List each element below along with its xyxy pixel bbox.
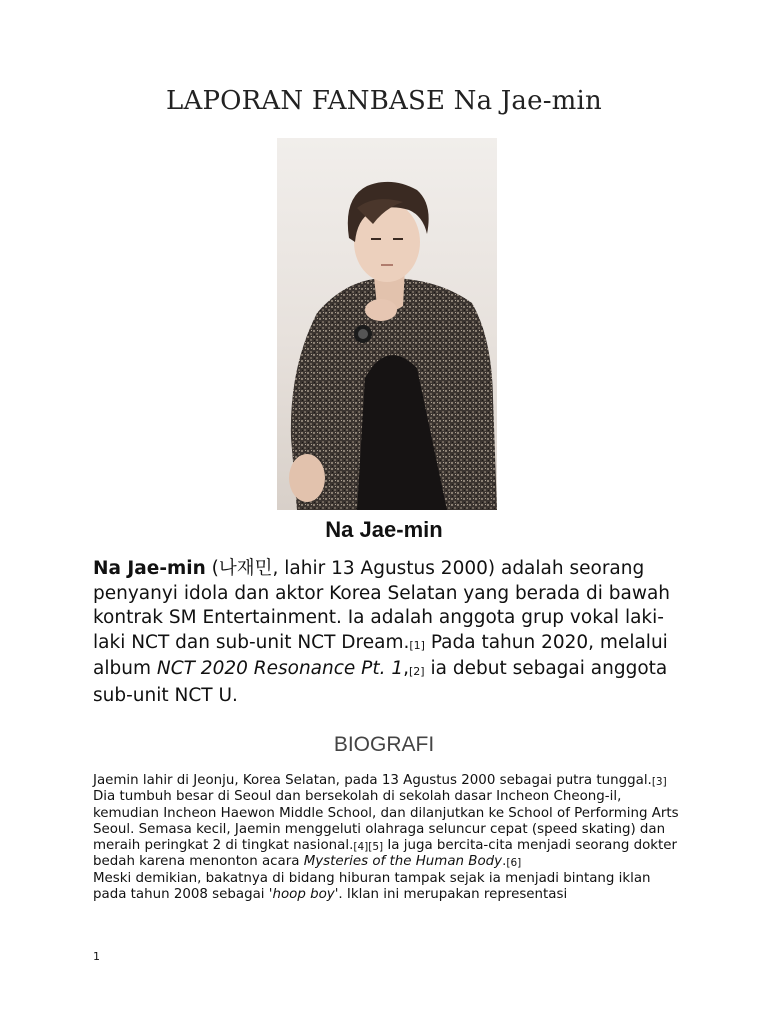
document-title: LAPORAN FANBASE Na Jae-min (166, 86, 602, 116)
bio-text: . (502, 854, 507, 870)
photo-caption: Na Jae-min (325, 517, 443, 542)
portrait-photo (277, 138, 497, 510)
intro-text: Pada tahun 2020, melalui album (93, 631, 668, 679)
reference-link[interactable]: [6] (506, 856, 522, 869)
album-title: NCT 2020 Resonance Pt. 1 (156, 658, 404, 679)
bio-text: Dia tumbuh besar di Seoul dan bersekolah di sekolah dasar Incheon Cheong-il, kemudian Incheon Haewon Middle School, dan dilanjutkan ke School of Performing Arts Seoul. Semasa kecil, Jaemin menggeluti olahraga seluncur cepat (speed skating) dan meraih peringkat 2 di tingkat nasional. (93, 789, 679, 854)
reference-link[interactable]: [4] (353, 840, 369, 853)
bio-text: Ia juga bercita-cita menjadi seorang dokter bedah karena menonton acara (93, 838, 678, 870)
reference-link[interactable]: [5] (368, 840, 384, 853)
bio-text: Meski demikian, bakatnya di bidang hiburan tampak sejak ia menjadi bintang iklan pada tahun 2008 sebagai ' (93, 870, 651, 903)
bio-text: Jaemin lahir di Jeonju, Korea Selatan, pada 13 Agustus 2000 sebagai putra tunggal. (93, 773, 652, 788)
reference-link[interactable]: [1] (409, 638, 425, 652)
hangul-name: 나재민 (218, 558, 273, 579)
bio-paragraph (93, 871, 685, 904)
page-number: 1 (93, 950, 100, 963)
intro-text: ia debut sebagai anggota sub-unit NCT U. (93, 658, 668, 706)
intro-text: , lahir 13 Agustus 2000) adalah seorang penyanyi idola dan aktor Korea Selatan yang berada di bawah kontrak SM Entertainment. Ia adalah anggota grup vokal laki-laki NCT dan sub-unit NCT Dream. (93, 558, 671, 653)
bio-text: '. Iklan ini merupakan representasi (334, 887, 568, 903)
intro-text: ( (205, 558, 219, 579)
intro-text: , (403, 658, 410, 679)
intro-name: Na Jae-min (93, 558, 206, 579)
section-heading-biografi: BIOGRAFI (333, 733, 435, 756)
hoop-boy-text: hoop boy (272, 887, 335, 903)
intro-paragraph (93, 557, 683, 708)
bio-paragraph (93, 773, 685, 871)
show-title: Mysteries of the Human Body (303, 854, 503, 870)
reference-link[interactable]: [2] (409, 665, 425, 678)
reference-link[interactable]: [3] (651, 775, 667, 788)
biography-text (93, 773, 685, 903)
